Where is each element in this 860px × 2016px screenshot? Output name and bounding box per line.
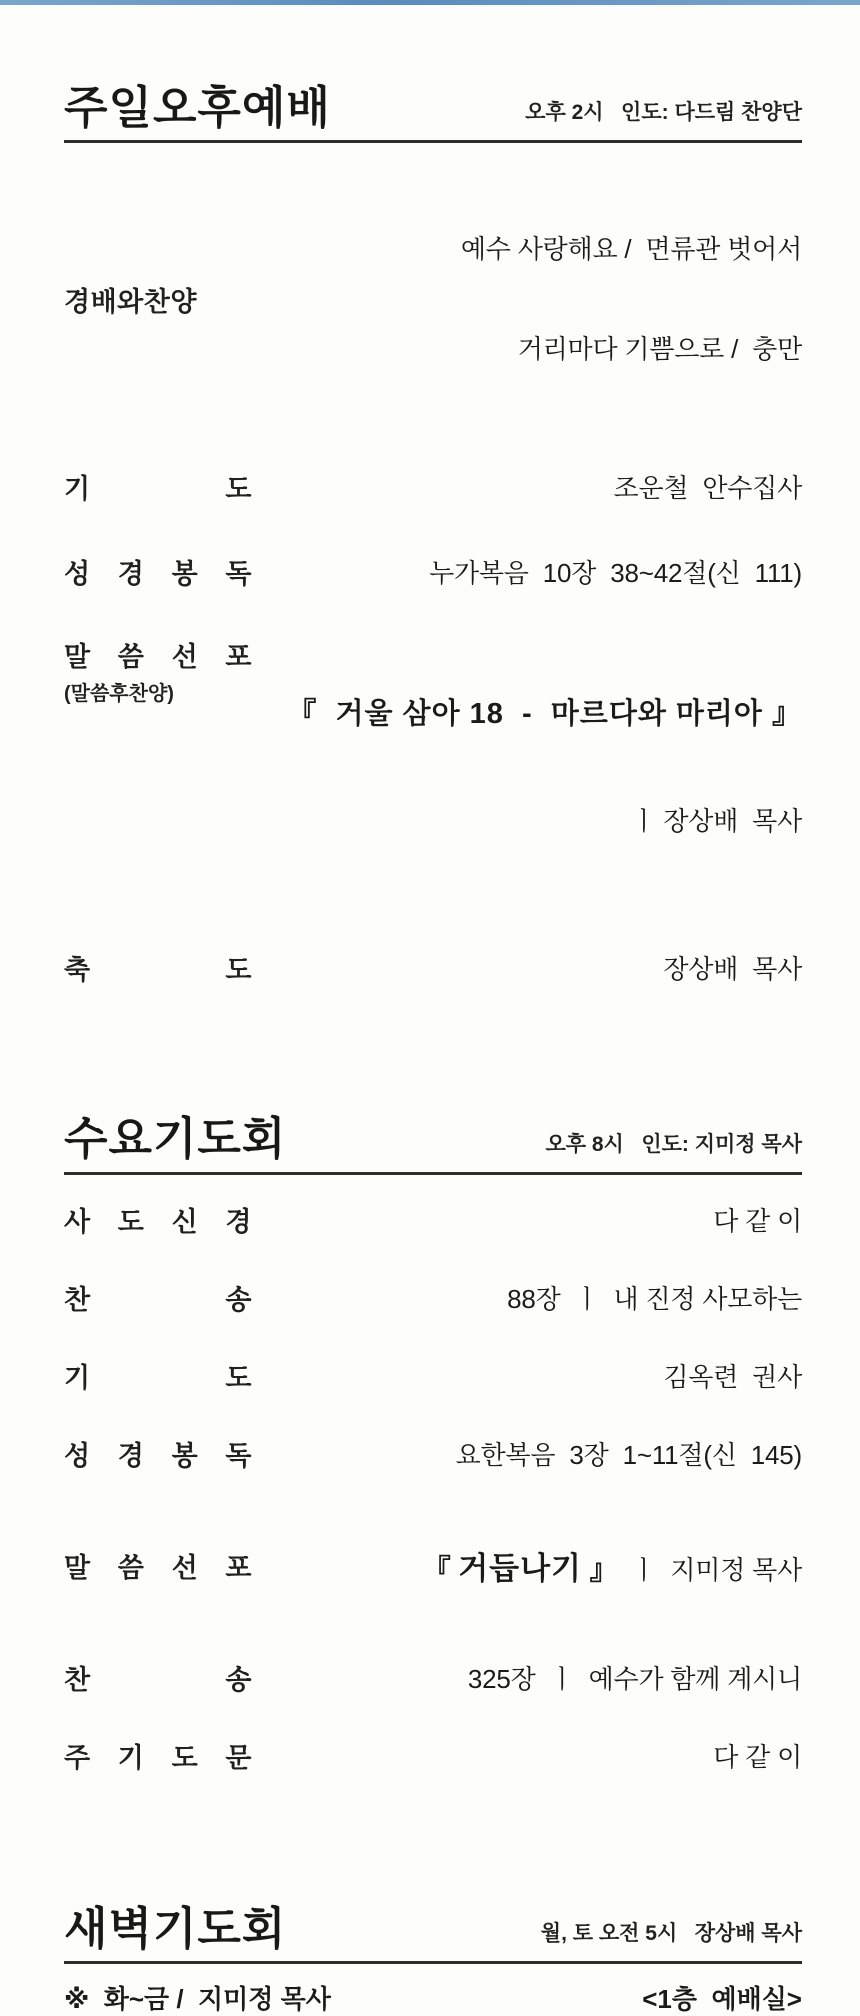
order-label-scripture: 성 경 봉 독 xyxy=(64,558,252,589)
section-divider-rule xyxy=(64,1961,802,1964)
praise-song-line-2: 거리마다 기쁨으로 / 충만 xyxy=(517,333,802,364)
section-title-wednesday-prayer-meeting: 수요기도회 xyxy=(64,1113,287,1165)
sermon-title: 거듭나기 xyxy=(458,1550,582,1586)
section-title-sunday-afternoon-worship: 주일오후예배 xyxy=(64,82,331,133)
order-label-hymn-1: 찬 송 xyxy=(64,1284,252,1315)
dawn-location-note: <1층 예배실> xyxy=(642,1983,802,2014)
order-row-prayer xyxy=(64,1356,802,1395)
sermon-bracket-close: 』 xyxy=(581,1553,618,1585)
order-row-prayer xyxy=(64,467,802,506)
order-value-sermon xyxy=(367,1512,802,1619)
order-label-sermon: 말 씀 선 포 xyxy=(64,641,252,672)
order-value-hymn-2: 325장 ㅣ 예수가 함께 계시니 xyxy=(467,1663,802,1694)
order-value-hymn-1: 88장 ㅣ 내 진정 사모하는 xyxy=(507,1283,802,1314)
sermon-title: 『 거울 삼아 18 - 마르다와 마리아 』 xyxy=(287,697,802,730)
section-wednesday-prayer-meeting xyxy=(64,1115,802,1774)
order-row-sermon xyxy=(64,635,802,901)
order-label-scripture: 성 경 봉 독 xyxy=(64,1440,252,1471)
section-sunday-afternoon-worship xyxy=(64,84,802,987)
section-title-dawn-prayer-meeting: 새벽기도회 xyxy=(64,1902,287,1954)
order-row-hymn-1 xyxy=(64,1278,802,1317)
section-schedule-wednesday: 오후 8시 인도: 지미정 목사 xyxy=(545,1132,802,1156)
order-label-apostles-creed: 사 도 신 경 xyxy=(64,1206,252,1237)
sermon-sublabel-hymn-after-message: (말씀후찬양) xyxy=(64,682,174,705)
order-value-scripture: 요한복음 3장 1~11절(신 145) xyxy=(455,1439,802,1470)
dawn-service-note-row xyxy=(64,1979,802,2016)
page-top-edge-bar xyxy=(0,0,860,5)
order-value-scripture: 누가복음 10장 38~42절(신 111) xyxy=(429,557,802,588)
order-row-hymn-2 xyxy=(64,1658,802,1697)
sermon-preacher: ㅣ 장상배 목사 xyxy=(631,806,802,837)
order-row-benediction xyxy=(64,948,802,987)
order-value-apostles-creed: 다 같 이 xyxy=(713,1205,802,1236)
section-dawn-prayer-meeting xyxy=(64,1902,802,2016)
section-header xyxy=(64,1113,802,1165)
order-label-praise: 경배와찬양 xyxy=(64,287,197,318)
order-row-apostles-creed xyxy=(64,1200,802,1239)
order-value-prayer: 김옥련 권사 xyxy=(663,1361,802,1392)
order-row-scripture xyxy=(64,1434,802,1473)
section-divider-rule xyxy=(64,140,802,143)
section-header xyxy=(64,84,802,131)
praise-song-line-1: 예수 사랑해요 / 면류관 벗어서 xyxy=(460,234,802,265)
order-label-prayer: 기 도 xyxy=(64,1362,252,1393)
section-schedule-dawn: 월, 토 오전 5시 장상배 목사 xyxy=(540,1921,802,1945)
section-schedule-sunday: 오후 2시 인도: 다드림 찬양단 xyxy=(525,101,802,125)
section-divider-rule xyxy=(64,1172,802,1175)
order-label-prayer: 기 도 xyxy=(64,473,252,504)
sermon-label-block xyxy=(64,635,252,706)
order-label-sermon: 말 씀 선 포 xyxy=(64,1552,252,1583)
dawn-weekday-leader-note: ※ 화~금 / 지미정 목사 xyxy=(64,1983,331,2014)
order-value-praise xyxy=(461,169,802,430)
order-label-lords-prayer: 주 기 도 문 xyxy=(64,1742,252,1773)
section-header xyxy=(64,1902,802,1954)
order-row-scripture xyxy=(64,552,802,591)
order-row-sermon xyxy=(64,1512,802,1619)
order-value-prayer: 조운철 안수집사 xyxy=(613,472,802,503)
sermon-bracket-open: 『 xyxy=(422,1553,459,1585)
order-value-sermon xyxy=(287,635,802,901)
order-value-benediction: 장상배 목사 xyxy=(663,954,802,985)
order-label-hymn-2: 찬 송 xyxy=(64,1664,252,1695)
order-row-praise xyxy=(64,169,802,430)
order-row-lords-prayer xyxy=(64,1736,802,1775)
order-label-benediction: 축 도 xyxy=(64,955,252,986)
sermon-preacher: ㅣ 지미정 목사 xyxy=(617,1554,802,1585)
order-value-lords-prayer: 다 같 이 xyxy=(713,1741,802,1772)
